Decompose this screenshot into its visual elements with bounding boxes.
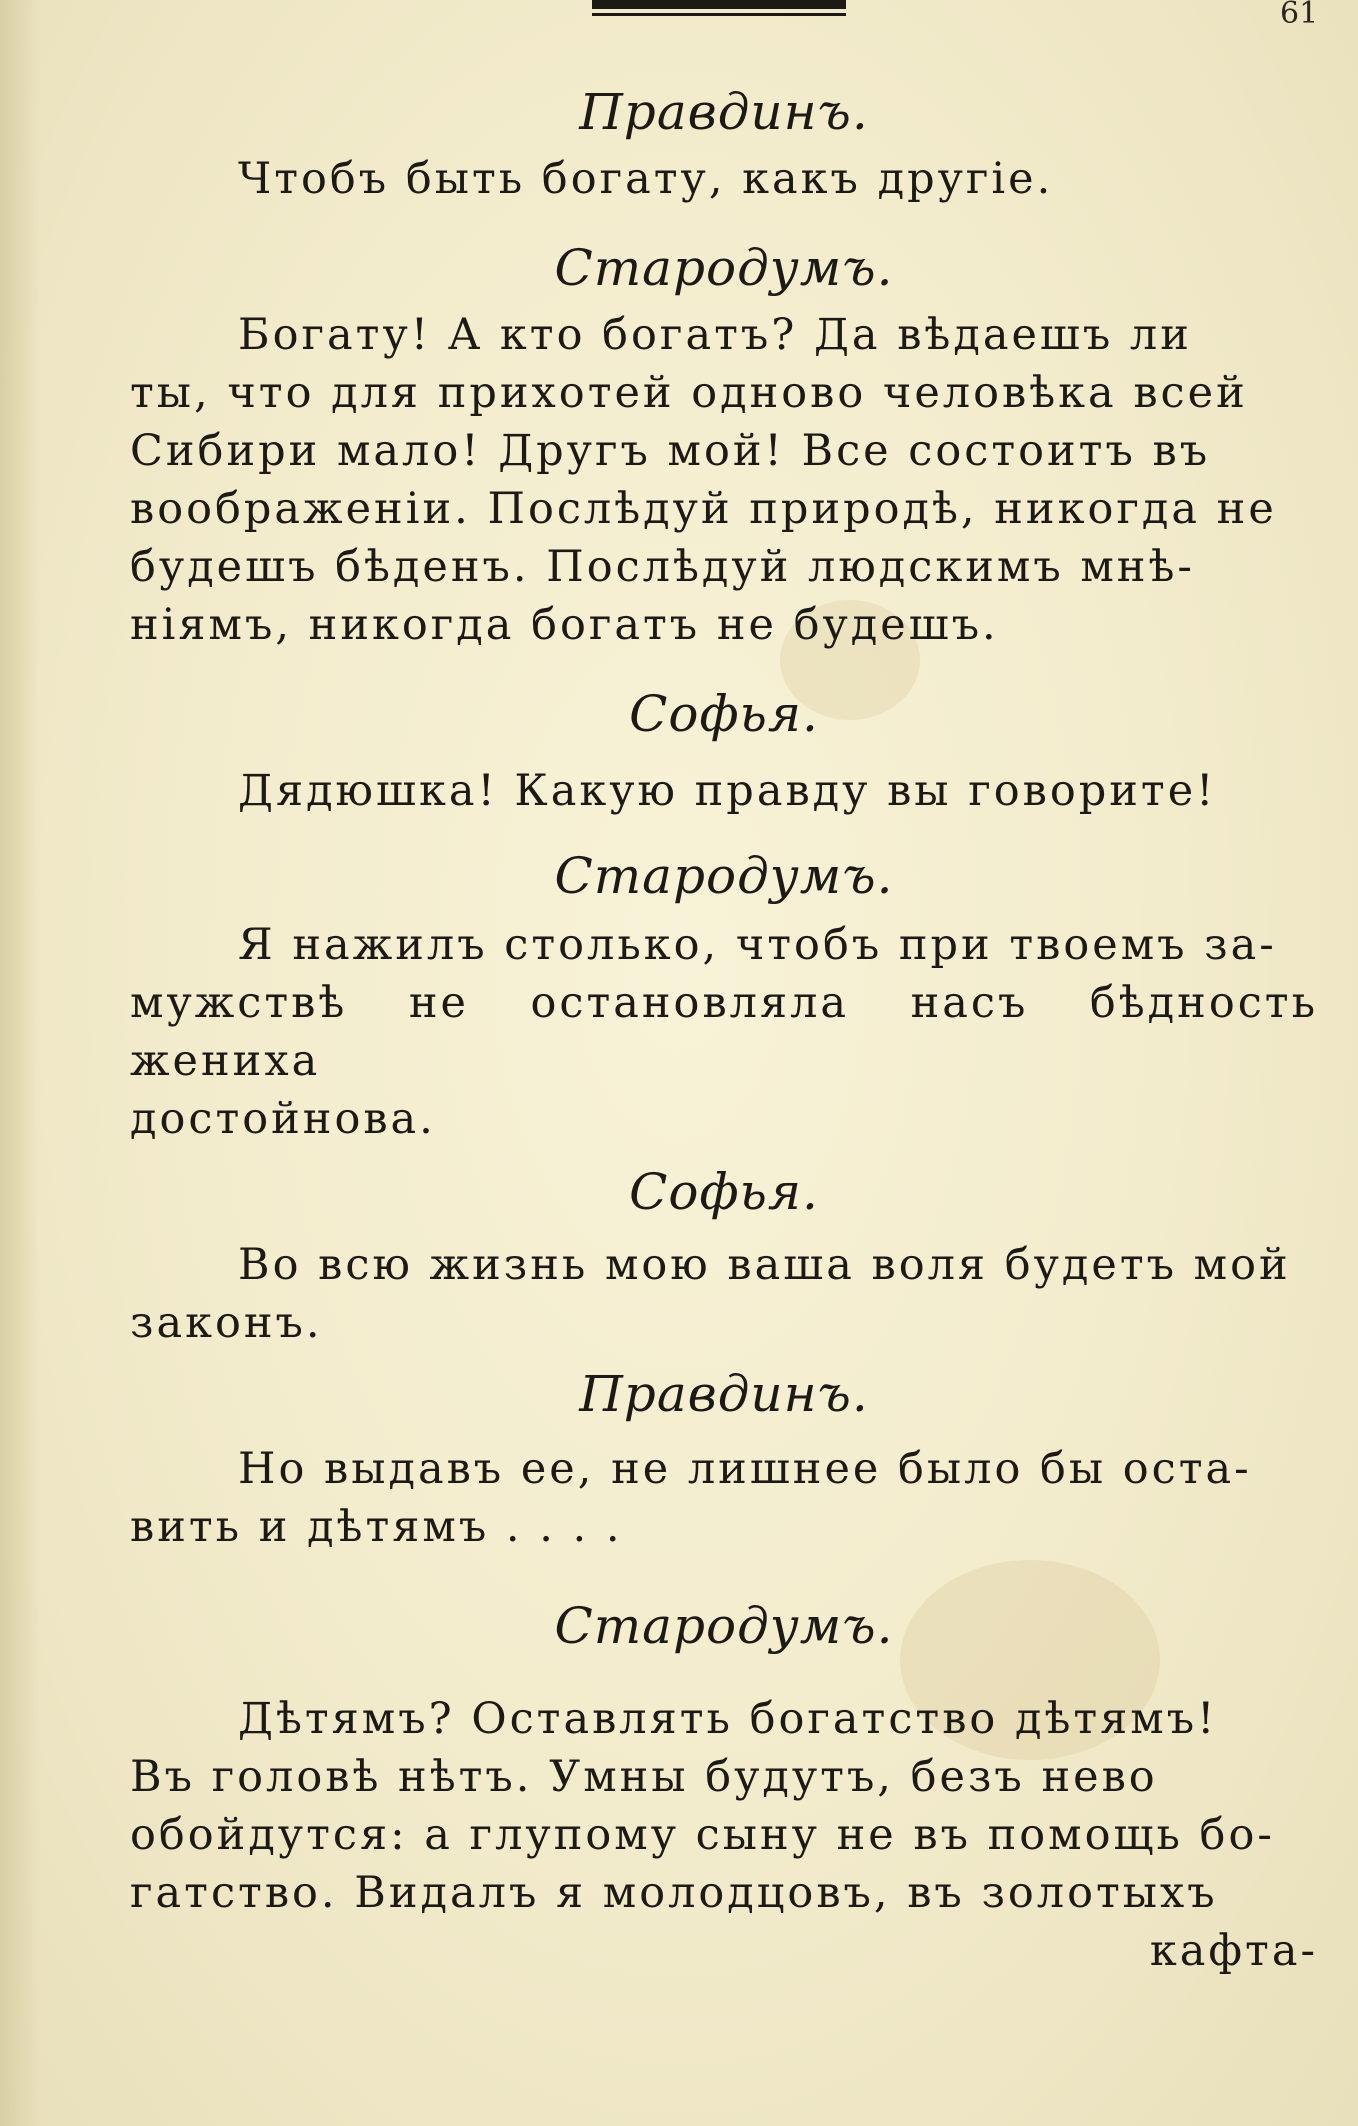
speech-line: обойдутся: а глупому сыну не въ помощь бо-: [130, 1810, 1275, 1860]
page-number: 61: [1280, 0, 1319, 31]
speaker-name: Правдинъ.: [579, 83, 869, 141]
speech-text: [130, 916, 1318, 1148]
speech-line: вить и дѣтямъ . . . .: [130, 1502, 623, 1552]
speech-line: достойнова.: [130, 1094, 436, 1144]
speech-text: [130, 150, 1318, 208]
speech-line: гатство. Видалъ я молодцовъ, въ золотыхъ: [130, 1868, 1218, 1918]
speech-line: Дѣтямъ? Оставлять богатство дѣтямъ!: [238, 1694, 1218, 1744]
speech-line: Въ головѣ нѣтъ. Умны будутъ, безъ нево: [130, 1752, 1158, 1802]
header-rule: [592, 0, 846, 18]
speech-line: Богату! А кто богатъ? Да вѣдаешъ ли: [238, 310, 1192, 360]
speech-line: Сибири мало! Другъ мой! Все состоитъ въ: [130, 426, 1211, 476]
speech-line: Я нажилъ столько, чтобъ при твоемъ за-: [238, 920, 1277, 970]
speech-line: мужствѣ не остановляла насъ бѣдность жениха: [130, 978, 1318, 1086]
speech-line: Но выдавъ ее, не лишнее было бы оста-: [238, 1444, 1252, 1494]
speaker-name: Правдинъ.: [579, 1365, 869, 1423]
speech-line: воображенiи. Послѣдуй природѣ, никогда не: [130, 484, 1277, 534]
catchword: кафта-: [1149, 1926, 1318, 1976]
speech-line: ты, что для прихотей одново человѣка всей: [130, 368, 1248, 418]
binding-shadow: [0, 0, 40, 2126]
speech-line: Чтобъ быть богату, какъ другiе.: [238, 154, 1054, 204]
speech-line: Дядюшка! Какую правду вы говорите!: [238, 766, 1217, 816]
speaker-name: Софья.: [629, 685, 819, 743]
speech-line: Во всю жизнь мою ваша воля будетъ мой: [238, 1240, 1291, 1290]
speech-text: [130, 1236, 1318, 1352]
speech-text: [130, 1690, 1318, 1980]
speech-text: [130, 306, 1318, 654]
speech-text: [130, 1440, 1318, 1556]
speech-line: будешъ бѣденъ. Послѣдуй людскимъ мнѣ-: [130, 542, 1195, 592]
speaker-name: Стародумъ.: [554, 239, 894, 297]
page-text: [130, 82, 1318, 1980]
speaker-name: Стародумъ.: [554, 1597, 894, 1655]
speaker-name: Стародумъ.: [554, 847, 894, 905]
speaker-name: Софья.: [629, 1163, 819, 1221]
speech-text: [130, 762, 1318, 820]
speech-line: нiямъ, никогда богатъ не будешъ.: [130, 600, 999, 650]
speech-line: законъ.: [130, 1298, 323, 1348]
